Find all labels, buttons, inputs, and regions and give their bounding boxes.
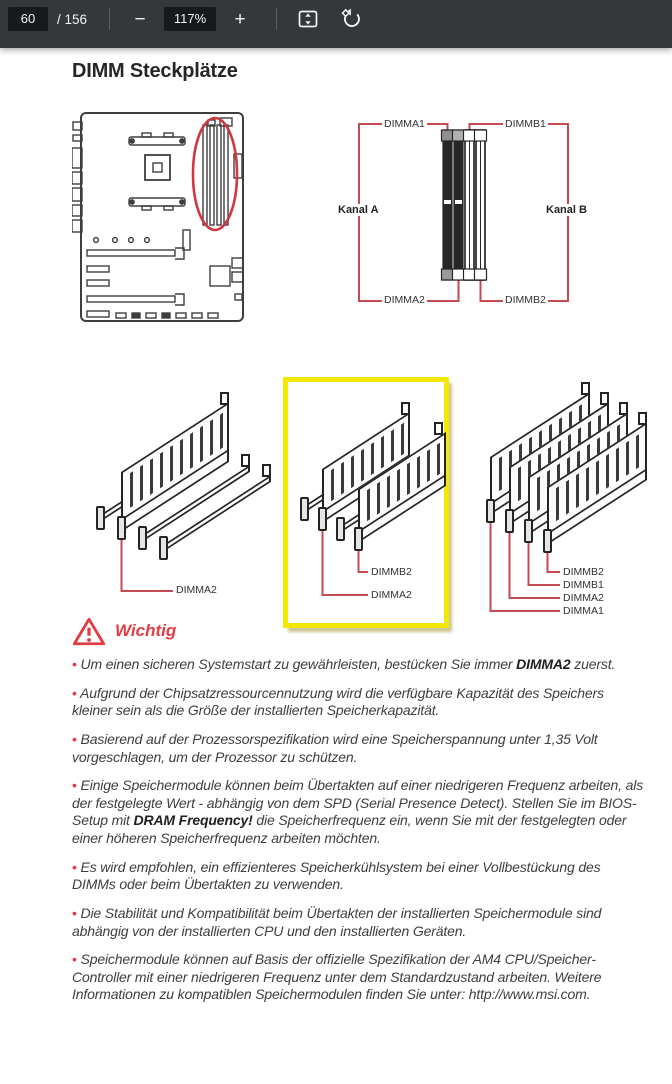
slot-latch-near (300, 497, 309, 521)
module-label: DIMMB2 (563, 566, 604, 578)
module-label: DIMMA2 (176, 584, 217, 596)
zoom-out-button[interactable]: − (126, 5, 154, 33)
warning-triangle-icon (72, 616, 106, 646)
bullet-dot: • (72, 684, 77, 701)
warning-bullet: • Aufgrund der Chipsatzressourcennutzung wird die verfügbare Kapazität des Speichers kleiner sein als die Größe der installierten Speicherkapazität. (72, 684, 604, 719)
bullet-dot: • (72, 656, 77, 672)
toolbar-divider (109, 8, 110, 30)
illustration-two-modules (288, 382, 444, 623)
callout-lines (70, 373, 280, 623)
dimm-channel-diagram (330, 114, 620, 314)
slot-latch-near (138, 526, 147, 550)
slot-latch-near (159, 536, 168, 560)
slot-latch-far (434, 422, 443, 435)
label-kanal-a: Kanal A (338, 204, 379, 216)
illustration-one-module (70, 373, 280, 623)
page-title: DIMM Steckplätze (72, 60, 238, 82)
label-dimmb2: DIMMB2 (505, 294, 546, 306)
slot-latch-far (619, 402, 628, 415)
module-label: DIMMA2 (371, 589, 412, 601)
slot-latch-far (581, 382, 590, 395)
slot-latch-far (401, 402, 410, 415)
slot-latch-near (505, 509, 514, 533)
slot-latch-far (220, 392, 229, 405)
bullet-dot: • (72, 858, 77, 875)
dimm-highlight-ellipse (193, 118, 237, 230)
highlight-box (283, 377, 449, 628)
slot-latch-near (354, 527, 363, 551)
fit-page-button[interactable] (293, 5, 323, 33)
warning-bullet: • Basierend auf der Prozessorspezifikation wird eine Speicherspannung unter 1,35 Volt vorgeschlagen, um der Prozessor zu schützen. (72, 730, 598, 765)
slot-latch-near (486, 499, 495, 523)
label-dimmb1: DIMMB1 (505, 118, 546, 130)
label-dimma1: DIMMA1 (384, 118, 425, 130)
label-dimma2: DIMMA2 (384, 294, 425, 306)
slot-latch-near (543, 529, 552, 553)
slot-latch-near (336, 517, 345, 541)
module-label: DIMMA1 (563, 605, 604, 617)
warning-bullet-list (72, 656, 644, 1004)
slot-latch-near (318, 507, 327, 531)
warning-title: Wichtig (115, 621, 177, 640)
illustration-four-modules (478, 378, 672, 628)
slot-latch-near (524, 519, 533, 543)
bullet-dot: • (72, 951, 77, 968)
warning-bullet: • Speichermodule können auf Basis der offizielle Spezifikation der AM4 CPU/Speicher-Controller mit einer niedrigeren Frequenz unter dem Standardzustand arbeiten. Weitere Informationen zu kompatiblen Speichermodulen finden Sie unter: http://www.msi.com. (72, 951, 602, 1003)
zoom-level-display[interactable]: 117% (164, 7, 216, 31)
slot-latch-far (638, 412, 647, 425)
page-count-label: / 156 (57, 11, 88, 27)
bullet-dot: • (72, 904, 77, 921)
warning-bullet: • Es wird empfohlen, ein effizienteres Speicherkühlsystem bei einer Vollbestückung des DIMMs oder beim Übertakten zu verwenden. (72, 858, 601, 893)
slot-latch-near (117, 516, 126, 540)
label-kanal-b: Kanal B (546, 204, 587, 216)
module-label: DIMMA2 (563, 592, 604, 604)
rotate-counterclockwise-icon (340, 7, 364, 31)
bullet-dot: • (72, 730, 77, 747)
pdf-page (0, 48, 672, 1084)
warning-bullet: • Um einen sicheren Systemstart zu gewährleisten, bestücken Sie immer DIMMA2 zuerst. (72, 656, 616, 672)
slot-latch-far (241, 454, 250, 467)
rotate-button[interactable] (337, 5, 367, 33)
toolbar-divider (276, 8, 277, 30)
slot-latch-far (262, 464, 271, 477)
slot-latch-far (600, 392, 609, 405)
warning-header (72, 616, 644, 646)
warning-bullet: • Die Stabilität und Kompatibilität beim Übertakten der installierten Speichermodule sind abhängig von der installierten CPU und den installierten Geräten. (72, 904, 602, 939)
warning-section (72, 616, 644, 1015)
fit-to-page-icon (296, 7, 320, 31)
motherboard-diagram (72, 110, 252, 328)
zoom-in-button[interactable]: + (226, 5, 254, 33)
bullet-dot: • (72, 777, 77, 794)
warning-bullet: • Einige Speichermodule können beim Übertakten auf einer niedrigeren Frequenz arbeiten, als der festgelegte Wert - abhängig von dem SPD (Serial Presence Detect). Stellen Sie im BIOS-Setup mit DRAM Frequency! die Speicherfrequenz ein, wenn Sie mit der festgelegten oder einer höheren Speicherfrequenz arbeiten möchten. (72, 777, 644, 846)
module-label: DIMMB1 (563, 579, 604, 591)
module-label: DIMMB2 (371, 566, 412, 578)
pdf-toolbar (0, 0, 672, 48)
page-number-input[interactable] (8, 7, 48, 31)
slot-latch-near (96, 506, 105, 530)
